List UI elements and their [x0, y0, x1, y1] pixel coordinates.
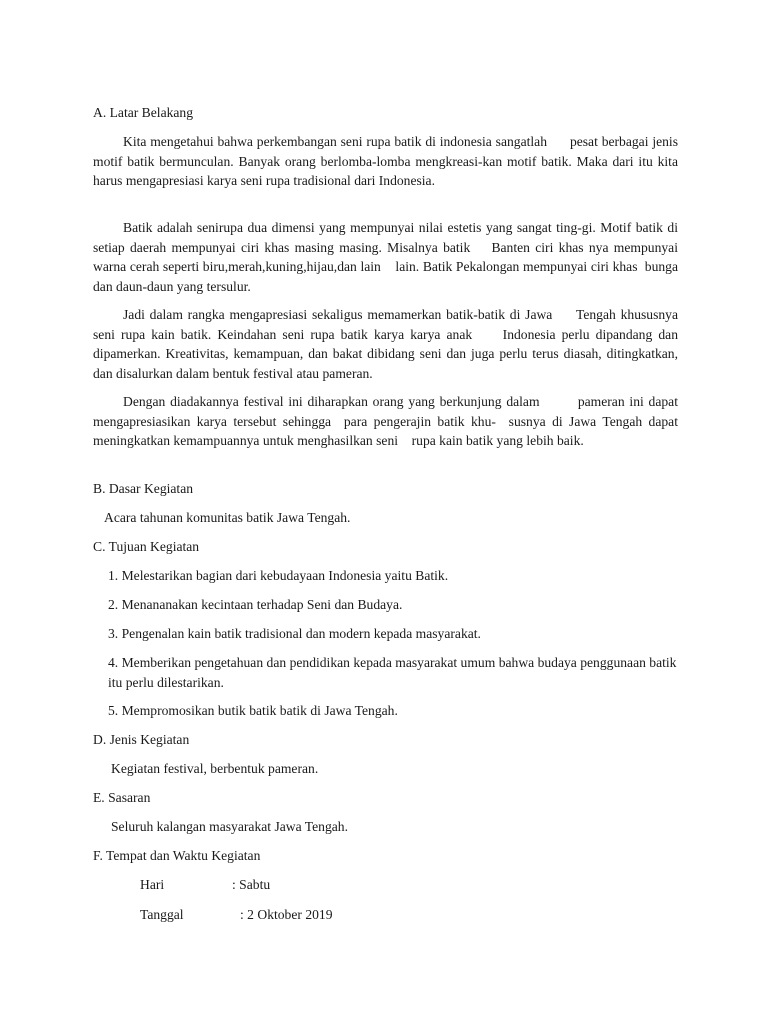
list-item: 5. Mempromosikan butik batik batik di Jawa Tengah.: [108, 703, 398, 718]
hari-row: [140, 875, 270, 895]
hari-label: Hari: [140, 877, 165, 892]
hari-value: : Sabtu: [232, 877, 271, 892]
section-a-paragraph-3: Jadi dalam rangka mengapresiasi sekaligus memamerkan batik-batik di Jawa Tengah khususnya seni rupa kain batik. Keindahan seni rupa batik karya karya anak Indonesia perlu dipandang dan dipamerkan. Kreativitas, kemampuan, dan bakat dibidang seni dan juga perlu terus diasah, ditingkatkan, dan disalurkan dalam bentuk festival atau pameran.: [93, 307, 682, 381]
list-item: 2. Menananakan kecintaan terhadap Seni dan Budaya.: [108, 597, 403, 612]
tanggal-value: : 2 Oktober 2019: [240, 907, 333, 922]
section-b-text: Acara tahunan komunitas batik Jawa Tengah.: [104, 510, 351, 525]
section-a-paragraph-2: Batik adalah senirupa dua dimensi yang mempunyai nilai estetis yang sangat ting-gi. Motif batik di setiap daerah mempunyai ciri khas masing masing. Misalnya batik Banten ciri khas nya mempunyai warna cerah seperti biru,merah,kuning,hijau,dan lain lain. Batik Pekalongan mempunyai ciri khas bunga dan daun-daun yang tersulur.: [93, 220, 682, 294]
section-e-text: Seluruh kalangan masyarakat Jawa Tengah.: [111, 819, 348, 834]
list-item: 3. Pengenalan kain batik tradisional dan modern kepada masyarakat.: [108, 626, 481, 641]
tanggal-label: Tanggal: [140, 907, 184, 922]
list-item: 1. Melestarikan bagian dari kebudayaan Indonesia yaitu Batik.: [108, 568, 449, 583]
section-d-heading: D. Jenis Kegiatan: [93, 732, 190, 747]
section-b-heading: B. Dasar Kegiatan: [93, 481, 194, 496]
section-c-heading: C. Tujuan Kegiatan: [93, 539, 200, 554]
section-d-text: Kegiatan festival, berbentuk pameran.: [111, 761, 319, 776]
section-a-paragraph-1: Kita mengetahui bahwa perkembangan seni rupa batik di indonesia sangatlah pesat berbagai jenis motif batik bermunculan. Banyak orang berlomba-lomba mengkreasi-kan motif batik. Maka dari itu kita harus mengapresiasi karya seni rupa tradisional dari Indonesia.: [93, 134, 682, 188]
section-f-heading: F. Tempat dan Waktu Kegiatan: [93, 848, 261, 863]
section-a-paragraph-4: Dengan diadakannya festival ini diharapkan orang yang berkunjung dalam pameran ini dapat mengapresiasikan karya tersebut sehingga para pengerajin batik khu- susnya di Jawa Tengah dapat meningkatkan kemampuannya untuk menghasilkan seni rupa kain batik yang lebih baik.: [93, 394, 682, 448]
section-a-heading: A. Latar Belakang: [93, 105, 194, 120]
list-item: 4. Memberikan pengetahuan dan pendidikan kepada masyarakat umum bahwa budaya penggunaan batik itu perlu dilestarikan.: [108, 655, 677, 690]
section-e-heading: E. Sasaran: [93, 790, 151, 805]
tanggal-row: [140, 905, 333, 925]
